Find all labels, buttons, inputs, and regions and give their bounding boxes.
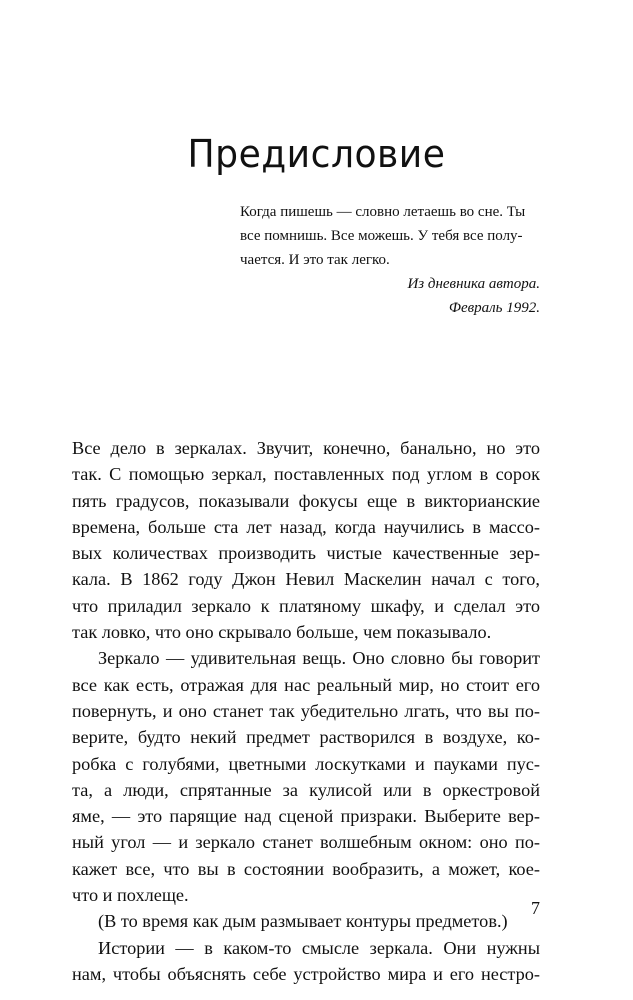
text-line: все как есть, отражая для нас реальный мир, но стоит его [72,674,540,695]
text-line: та, а люди, спрятанные за кулисой или в оркестровой [72,779,540,800]
paragraph-2 [72,645,540,908]
text-line: пять градусов, показывали фокусы еще в викторианские [72,490,540,511]
paragraph-4 [72,935,540,988]
text-line: так. С помощью зеркал, поставленных под углом в сорок [72,464,540,485]
text-line: кажет все, что вы в состоянии вообразить, а может, кое- [72,858,540,879]
chapter-title: Предисловие [187,132,446,176]
epigraph-line: все помнишь. Все можешь. У тебя все полу- [240,228,523,244]
text-line: что и похлеще. [72,885,189,906]
epigraph-source: Из дневника автора. [407,276,540,292]
text-line: что приладил зеркало к платяному шкафу, и сделал это [72,595,540,616]
text-line: ный угол — и зеркало станет волшебным окном: оно по- [72,832,540,853]
epigraph-line: Когда пишешь — словно летаешь во сне. Ты [240,204,526,220]
paragraph-1 [72,435,540,645]
page-number: 7 [531,898,540,918]
text-line: яме, — это парящие над сценой призраки. Выберите вер- [72,806,540,827]
body-text [72,435,540,987]
paragraph-3 [72,908,540,934]
epigraph-date: Февраль 1992. [448,300,540,316]
text-line: Зеркало — удивительная вещь. Оно словно бы говорит [98,648,540,669]
epigraph-line: чается. И это так легко. [240,252,390,268]
text-line: кала. В 1862 году Джон Невил Маскелин начал с того, [72,569,540,590]
epigraph [240,200,540,320]
text-line: так ловко, что оно скрывало больше, чем показывало. [72,622,492,643]
text-line: (В то время как дым размывает контуры предметов.) [98,911,508,932]
text-line: вых количествах производить чистые качественные зер- [72,543,540,564]
text-line: Истории — в каком-то смысле зеркала. Они нужны [98,937,540,958]
text-line: нам, чтобы объяснять себе устройство мира и его нестро- [72,963,540,984]
text-line: времена, больше ста лет назад, когда научились в массо- [72,516,540,537]
text-line: верите, будто некий предмет растворился в воздухе, ко- [72,727,540,748]
text-line: Все дело в зеркалах. Звучит, конечно, банально, но это [72,438,540,458]
text-line: повернуть, и оно станет так убедительно лгать, что вы по- [72,700,540,721]
text-line: робка с голубями, цветными лоскутками и пауками пус- [72,753,540,774]
